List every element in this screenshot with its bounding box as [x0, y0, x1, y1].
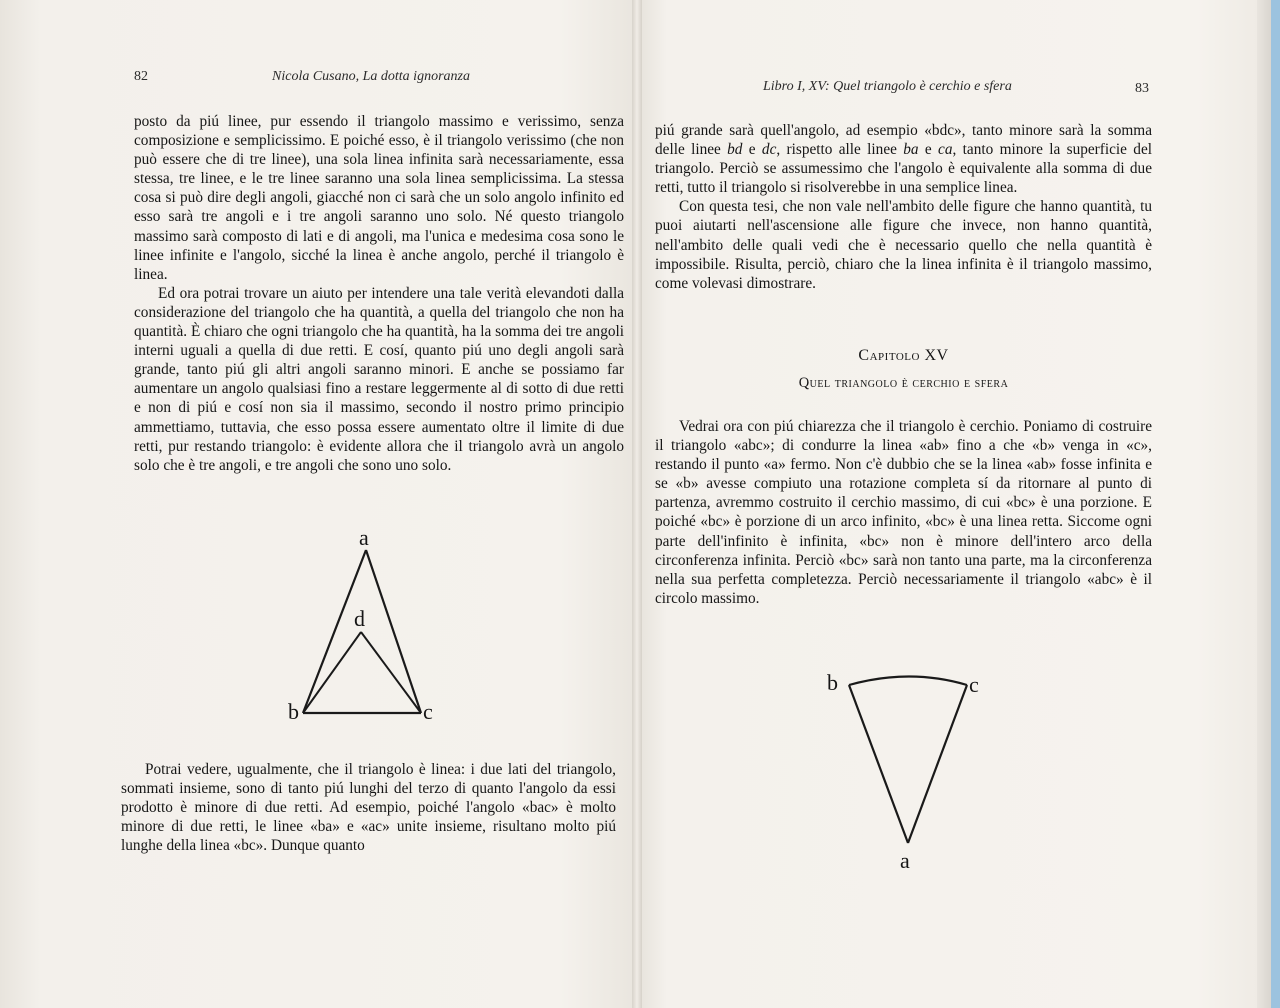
label-a: a	[900, 848, 910, 873]
line-ca	[908, 685, 967, 843]
label-c: c	[423, 699, 433, 724]
left-page	[0, 0, 637, 1008]
label-a: a	[359, 525, 369, 550]
paragraph: Con questa tesi, che non vale nell'ambito delle figure che hanno quantità, tu puoi aiutarti nell'ascensione alle figure che invece, non hanno quantità, nell'ambito delle quali vedi che è necessario quello che nella quantità è impossibile. Risulta, perciò, chiaro che la linea infinita è il triangolo massimo, come volevasi dimostrare.	[655, 198, 1152, 292]
label-c: c	[969, 672, 979, 697]
label-d: d	[354, 606, 365, 631]
triangle-figure	[280, 520, 450, 730]
paragraph: Ed ora potrai trovare un aiuto per intendere una tale verità elevandoti dalla considerazione del triangolo che ha quantità, a quella del triangolo che non ha quantità. È chiaro che ogni triangolo che ha quantità, ha la somma dei tre angoli interni uguali a quella di due retti. E cosí, quanto piú uno degli angoli sarà grande, tanto piú gli altri angoli saranno minori. E anche se possiamo far aumentare un angolo qualsiasi fino a restare leggermente al di sotto di due retti e non di piú e cosí non sia il massimo, secondo il nostro primo principio ammettiamo, tuttavia, che esso possa essere aumentato oltre il limite di due retti, pur restando triangolo: è evidente allora che il triangolo avrà un angolo solo che è tre angoli, e tre angoli che sono uno solo.	[134, 284, 624, 474]
arc-bc	[849, 677, 967, 686]
line-ab	[303, 550, 366, 713]
text-block-bottom	[121, 760, 616, 855]
book-gutter	[632, 0, 642, 1008]
chapter-number: Capitolo XV	[858, 347, 949, 364]
running-head: Nicola Cusano, La dotta ignoranza	[272, 69, 470, 84]
paragraph: piú grande sarà quell'angolo, ad esempio «bdc», tanto minore sarà la somma delle linee bd e dc, rispetto alle linee ba e ca, tanto minore la superficie del triangolo. Perciò se assumessimo che l'angolo è equivalente alla somma di due retti, tutto il triangolo si risolverebbe in una semplice linea.	[655, 122, 1152, 197]
text-block-chapter	[655, 417, 1152, 608]
line-db	[303, 632, 361, 713]
chapter-heading	[655, 347, 1152, 392]
running-head: Libro I, XV: Quel triangolo è cerchio e sfera	[763, 79, 1012, 94]
page-number: 82	[134, 69, 148, 84]
label-b: b	[288, 699, 299, 724]
page-edge	[1257, 0, 1271, 1008]
paragraph: Potrai vedere, ugualmente, che il triangolo è linea: i due lati del triangolo, sommati insieme, sono di tanto piú lunghi del terzo di quanto l'angolo da essi prodotto è minore di due retti. Ad esempio, poiché l'angolo «bac» è molto minore di due retti, le linee «ba» e «ac» unite insieme, risultano molto piú lunghe della linea «bc». Dunque quanto	[121, 761, 616, 855]
label-b: b	[827, 670, 838, 695]
sector-figure	[817, 660, 997, 880]
chapter-title: Quel triangolo è cerchio e sfera	[798, 375, 1009, 391]
line-dc	[361, 632, 421, 713]
paragraph: posto da piú linee, pur essendo il triangolo massimo e verissimo, senza composizione e semplicissimo. E poiché esso, è il triangolo verissimo (che non può essere che di tre linee), una sola linea infinita sarà necessariamente, essa stessa, tre linee, e le tre linee saranno una sola linea semplicissima. La stessa cosa si può dire degli angoli, giacché non ci sarà che un solo angolo infinito ed esso sarà tre angoli e i tre angoli saranno uno solo. Né questo triangolo massimo sarà composto di lati e di angoli, ma l'unica e medesima cosa sono le linee infinite e l'angolo, sicché la linea è anche angolo, perché il triangolo è linea.	[134, 113, 624, 283]
paragraph: Vedrai ora con piú chiarezza che il triangolo è cerchio. Poniamo di costruire il triangolo «abc»; di condurre la linea «ab» fino a che «b» venga in «c», restando il punto «a» fermo. Non c'è dubbio che se la linea «ab» fosse infinita e se «b» avesse compiuto una rotazione completa sí da ritornare al punto di partenza, avremmo costruito il cerchio massimo, di cui «bc» è una porzione. E poiché «bc» è porzione di un arco infinito, «bc» è una linea retta. Siccome ogni parte dell'infinito è infinita, «bc» non è minore dell'intero arco della circonferenza infinita. Perciò «bc» sarà non tanto una parte, ma la circonferenza nella sua perfetta completezza. Perciò necessariamente il triangolo «abc» è il circolo massimo.	[655, 418, 1152, 607]
right-page	[637, 0, 1257, 1008]
line-ac	[366, 550, 421, 713]
text-block-top	[655, 121, 1152, 293]
line-ba	[849, 685, 908, 843]
page-number: 83	[1135, 81, 1149, 96]
text-block-top	[134, 112, 624, 475]
